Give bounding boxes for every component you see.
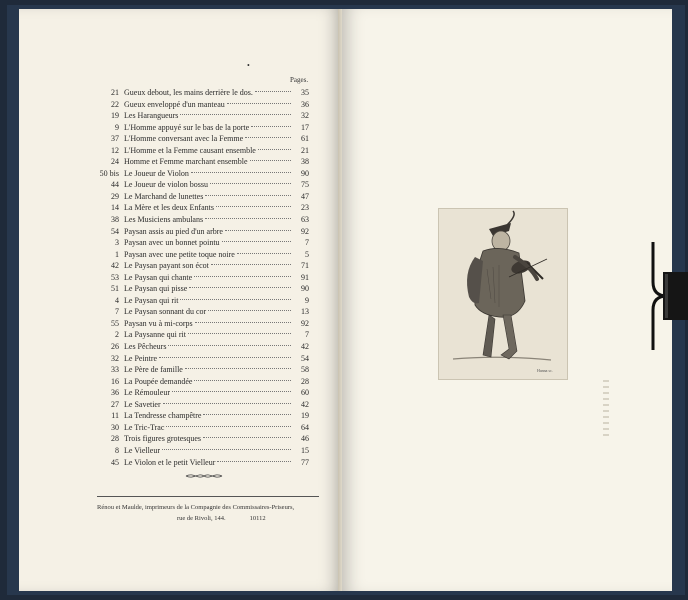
toc-entry-number: 30 (111, 422, 119, 432)
toc-entry (89, 457, 309, 469)
toc-leader-dots (245, 137, 291, 138)
toc-entry-title: Le Peintre (124, 353, 158, 363)
toc-entry (89, 156, 309, 168)
toc-entry-title: Le Paysan qui pisse (124, 284, 188, 294)
toc-entry-page: 23 (301, 203, 309, 213)
toc-entry-title: L'Homme et la Femme causant ensemble (124, 145, 256, 155)
toc-entry-page: 60 (301, 388, 309, 398)
toc-leader-dots (203, 437, 291, 438)
toc-leader-dots (180, 299, 291, 300)
toc-entry (89, 399, 309, 411)
toc-entry-number: 53 (111, 272, 119, 282)
toc-entry-page: 19 (301, 411, 309, 421)
toc-entry-number: 12 (111, 145, 119, 155)
pages-column-label: Pages. (290, 76, 309, 84)
toc-entry-title: La Paysanne qui rit (124, 330, 186, 340)
toc-entry-number: 32 (111, 353, 119, 363)
toc-entry-number: 1 (115, 249, 119, 259)
toc-leader-dots (189, 287, 291, 288)
toc-entry-title: Paysan avec un bonnet pointu (124, 238, 220, 248)
binder-clip-icon (645, 242, 688, 350)
toc-leader-dots (211, 264, 291, 265)
toc-entry-number: 19 (111, 111, 119, 121)
toc-entry (89, 353, 309, 365)
engraver-signature: Hanna sc. (537, 368, 553, 373)
toc-entry-page: 42 (301, 399, 309, 409)
toc-entry (89, 260, 309, 272)
toc-entry-number: 11 (111, 411, 119, 421)
toc-entry-page: 35 (301, 88, 309, 97)
toc-entry-title: Paysan avec une petite toque noire (124, 249, 235, 259)
page-dot-mark: • (247, 61, 250, 70)
toc-entry (89, 87, 309, 99)
toc-entry (89, 145, 309, 157)
toc-entry-title: L'Homme appuyé sur le bas de la porte (124, 122, 250, 132)
toc-entry-number: 45 (111, 457, 119, 467)
toc-entry (89, 387, 309, 399)
toc-entry-title: Le Tric-Trac (124, 422, 165, 432)
toc-entry-title: Gueux enveloppé d'un manteau (124, 99, 225, 109)
toc-entry (89, 329, 309, 341)
toc-entry-number: 9 (115, 122, 119, 132)
toc-entry-page: 15 (301, 445, 309, 455)
toc-leader-dots (203, 414, 291, 415)
toc-entry-page: 17 (301, 122, 309, 132)
toc-entry (89, 376, 309, 388)
toc-leader-dots (205, 218, 291, 219)
toc-entry-page: 91 (301, 272, 309, 282)
toc-entry-title: Le Paysan qui rit (124, 295, 179, 305)
toc-entry (89, 191, 309, 203)
toc-leader-dots (225, 230, 291, 231)
toc-entry-page: 90 (301, 284, 309, 294)
toc-entry-number: 7 (115, 307, 119, 317)
imprint-ref-number: 10112 (249, 515, 266, 522)
toc-entry-number: 26 (111, 342, 119, 352)
toc-entry-page: 71 (301, 261, 309, 271)
toc-leader-dots (172, 391, 291, 392)
toc-leader-dots (217, 461, 291, 462)
toc-entry (89, 433, 309, 445)
toc-entry-page: 47 (301, 191, 309, 201)
toc-entry (89, 214, 309, 226)
engraving-plate (438, 208, 568, 380)
toc-leader-dots (168, 345, 291, 346)
toc-entry-page: 61 (301, 134, 309, 144)
toc-leader-dots (237, 253, 291, 254)
toc-entry (89, 122, 309, 134)
toc-entry-title: Le Rémouleur (124, 388, 170, 398)
toc-leader-dots (194, 380, 291, 381)
toc-entry-title: Le Paysan payant son écot (124, 261, 209, 271)
toc-entry-page: 32 (301, 111, 309, 121)
toc-entry-page: 46 (301, 434, 309, 444)
toc-entry-title: La Mère et les deux Enfants (124, 203, 214, 213)
left-page (19, 9, 342, 591)
toc-entry-page: 92 (301, 226, 309, 236)
toc-entry-number: 14 (111, 203, 119, 213)
toc-entry-number: 8 (115, 445, 119, 455)
toc-entry-title: Le Vielleur (124, 445, 161, 455)
open-book (7, 5, 685, 595)
toc-entry-page: 64 (301, 422, 309, 432)
toc-entry (89, 283, 309, 295)
toc-entry-title: Le Paysan sonnant du cor (124, 307, 207, 317)
toc-leader-dots (210, 183, 291, 184)
toc-leader-dots (222, 241, 291, 242)
toc-entry-page: 75 (301, 180, 309, 190)
toc-entry-title: Le Joueur de Violon (124, 168, 189, 178)
toc-entry-page: 7 (305, 238, 309, 248)
toc-entry-page: 42 (301, 342, 309, 352)
toc-leader-dots (251, 126, 291, 127)
toc-entry-number: 16 (111, 376, 119, 386)
toc-entry-page: 77 (301, 457, 309, 467)
toc-leader-dots (258, 149, 291, 150)
toc-entry-number: 2 (115, 330, 119, 340)
toc-entry-title: L'Homme conversant avec la Femme (124, 134, 244, 144)
toc-entry-page: 63 (301, 215, 309, 225)
toc-entry-page: 9 (305, 295, 309, 305)
toc-entry-number: 28 (111, 434, 119, 444)
toc-entry-page: 36 (301, 99, 309, 109)
violinist-engraving (439, 209, 567, 379)
toc-entry-title: Le Marchand de lunettes (124, 191, 204, 201)
toc-entry-title: Le Joueur de violon bossu (124, 180, 208, 190)
toc-entry-title: Paysan assis au pied d'un arbre (124, 226, 223, 236)
toc-entry-page: 92 (301, 318, 309, 328)
toc-entry-page: 90 (301, 168, 309, 178)
toc-leader-dots (255, 91, 291, 92)
toc-entry-number: 21 (111, 88, 119, 97)
toc-leader-dots (166, 426, 291, 427)
toc-entry-title: Le Violon et le petit Vielleur (124, 457, 216, 467)
toc-entry-title: Le Paysan qui chante (124, 272, 193, 282)
toc-entry-number: 4 (115, 295, 119, 305)
toc-entry-title: Le Savetier (124, 399, 161, 409)
toc-entry-number: 42 (111, 261, 119, 271)
toc-entry (89, 249, 309, 261)
toc-entry (89, 306, 309, 318)
toc-leader-dots (191, 172, 291, 173)
toc-entry-number: 29 (111, 191, 119, 201)
toc-entry-title: Les Harangueurs (124, 111, 179, 121)
toc-entry (89, 364, 309, 376)
toc-entry-title: Gueux debout, les mains derrière le dos. (124, 88, 253, 97)
toc-entry (89, 226, 309, 238)
toc-entry-page: 38 (301, 157, 309, 167)
toc-entry-title: La Tendresse champêtre (124, 411, 202, 421)
toc-leader-dots (162, 449, 291, 450)
toc-entry (89, 179, 309, 191)
toc-entry (89, 168, 309, 180)
ornament-divider (184, 472, 224, 480)
toc-entry-title: Le Père de famille (124, 365, 183, 375)
toc-entry (89, 99, 309, 111)
toc-leader-dots (163, 403, 291, 404)
toc-entry-number: 22 (111, 99, 119, 109)
toc-leader-dots (194, 276, 291, 277)
toc-entry-number: 50 bis (99, 168, 119, 178)
toc-entry-page: 5 (305, 249, 309, 259)
toc-entry (89, 202, 309, 214)
toc-entry (89, 410, 309, 422)
toc-entry-title: Homme et Femme marchant ensemble (124, 157, 248, 167)
printer-imprint (97, 502, 319, 524)
toc-entry-page: 54 (301, 353, 309, 363)
toc-entry-number: 51 (111, 284, 119, 294)
toc-entry (89, 110, 309, 122)
toc-entry-number: 36 (111, 388, 119, 398)
toc-entry (89, 318, 309, 330)
toc-entry-number: 24 (111, 157, 119, 167)
toc-entry (89, 295, 309, 307)
toc-entry-page: 58 (301, 365, 309, 375)
toc-entry-number: 44 (111, 180, 119, 190)
toc-entry-number: 54 (111, 226, 119, 236)
toc-leader-dots (227, 103, 291, 104)
toc-leader-dots (185, 368, 291, 369)
toc-leader-dots (188, 333, 291, 334)
table-of-contents (89, 87, 309, 468)
toc-entry (89, 422, 309, 434)
toc-leader-dots (250, 160, 291, 161)
toc-leader-dots (180, 114, 291, 115)
toc-entry-title: La Poupée demandée (124, 376, 193, 386)
toc-entry-page: 13 (301, 307, 309, 317)
toc-entry (89, 341, 309, 353)
toc-entry (89, 237, 309, 249)
toc-entry (89, 445, 309, 457)
imprint-line-2: rue de Rivoli, 144. (177, 515, 226, 522)
toc-leader-dots (208, 310, 291, 311)
toc-entry-title: Les Musiciens ambulans (124, 215, 204, 225)
toc-leader-dots (205, 195, 291, 196)
toc-entry-page: 7 (305, 330, 309, 340)
toc-entry-number: 55 (111, 318, 119, 328)
toc-entry-title: Paysan vu à mi-corps (124, 318, 193, 328)
imprint-rule (97, 496, 319, 497)
toc-entry (89, 272, 309, 284)
imprint-line-1: Rénou et Maulde, imprimeurs de la Compagnie des Commissaires-Priseurs, (97, 504, 295, 511)
page-edge-marks (603, 380, 609, 440)
toc-entry-number: 37 (111, 134, 119, 144)
toc-entry-number: 27 (111, 399, 119, 409)
toc-entry-number: 38 (111, 215, 119, 225)
toc-entry (89, 133, 309, 145)
toc-leader-dots (159, 357, 291, 358)
toc-entry-title: Les Pêcheurs (124, 342, 167, 352)
toc-entry-number: 3 (115, 238, 119, 248)
toc-entry-page: 21 (301, 145, 309, 155)
toc-entry-title: Trois figures grotesques (124, 434, 202, 444)
toc-leader-dots (216, 206, 291, 207)
toc-entry-page: 28 (301, 376, 309, 386)
toc-leader-dots (195, 322, 291, 323)
toc-entry-number: 33 (111, 365, 119, 375)
